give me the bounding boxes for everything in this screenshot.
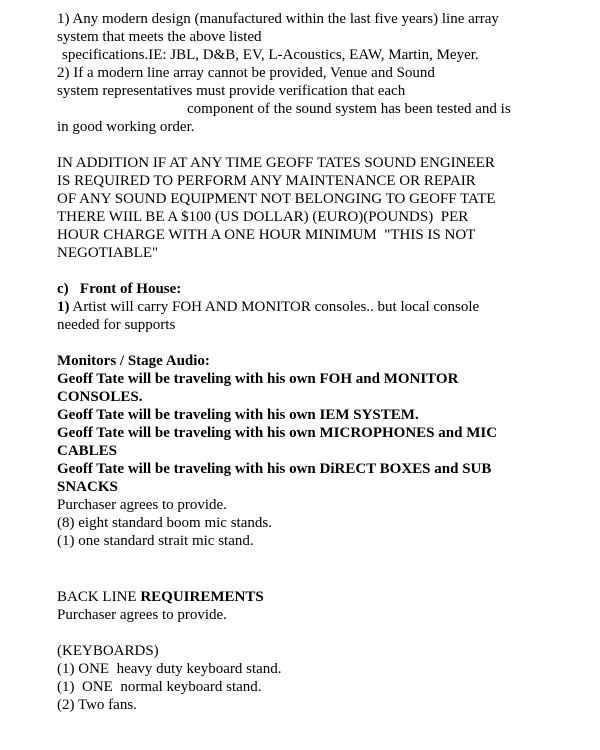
notice-line: HOUR CHARGE WITH A ONE HOUR MINIMUM "THIS IS NOT bbox=[57, 227, 476, 243]
keyboards-heading: (KEYBOARDS) bbox=[57, 643, 159, 659]
requirement-line: component of the sound system has been tested and is bbox=[187, 101, 511, 117]
notice-line: THERE WIIL BE A $100 (US DOLLAR) (EURO)(POUNDS) PER bbox=[57, 209, 469, 225]
monitors-item: (1) one standard strait mic stand. bbox=[57, 533, 254, 549]
backline-heading-bold: REQUIREMENTS bbox=[140, 589, 264, 605]
monitors-agrees: Purchaser agrees to provide. bbox=[57, 497, 227, 513]
monitors-bold-line: Geoff Tate will be traveling with his own DiRECT BOXES and SUB bbox=[57, 461, 492, 477]
keyboards-item: (1) ONE heavy duty keyboard stand. bbox=[57, 661, 282, 677]
foh-item-text: Artist will carry FOH AND MONITOR consoles.. but local console bbox=[69, 299, 480, 315]
monitors-bold-line: CONSOLES. bbox=[57, 389, 143, 405]
monitors-item: (8) eight standard boom mic stands. bbox=[57, 515, 272, 531]
foh-item bbox=[57, 298, 479, 316]
requirement-line: in good working order. bbox=[57, 119, 195, 135]
notice-line: OF ANY SOUND EQUIPMENT NOT BELONGING TO GEOFF TATE bbox=[57, 191, 496, 207]
requirement-line: specifications.IE: JBL, D&B, EV, L-Acoustics, EAW, Martin, Meyer. bbox=[62, 47, 479, 63]
monitors-bold-line: Geoff Tate will be traveling with his own FOH and MONITOR bbox=[57, 371, 459, 387]
backline-agrees: Purchaser agrees to provide. bbox=[57, 607, 227, 623]
foh-item-number: 1) bbox=[57, 299, 70, 315]
foh-heading: c) Front of House: bbox=[57, 281, 182, 297]
notice-line: IS REQUIRED TO PERFORM ANY MAINTENANCE OR REPAIR bbox=[57, 173, 476, 189]
foh-item-text-2: needed for supports bbox=[57, 317, 176, 333]
notice-line: IN ADDITION IF AT ANY TIME GEOFF TATES SOUND ENGINEER bbox=[57, 155, 495, 171]
requirement-line: 2) If a modern line array cannot be provided, Venue and Sound bbox=[57, 65, 435, 81]
requirement-line: system that meets the above listed bbox=[57, 29, 262, 45]
backline-heading-plain: BACK LINE bbox=[57, 589, 141, 605]
monitors-heading: Monitors / Stage Audio: bbox=[57, 353, 210, 369]
monitors-bold-line: SNACKS bbox=[57, 479, 118, 495]
requirement-line: 1) Any modern design (manufactured within the last five years) line array bbox=[57, 11, 499, 27]
backline-heading bbox=[57, 588, 264, 606]
monitors-bold-line: CABLES bbox=[57, 443, 118, 459]
monitors-bold-line: Geoff Tate will be traveling with his own MICROPHONES and MIC bbox=[57, 425, 498, 441]
keyboards-item: (1) ONE normal keyboard stand. bbox=[57, 679, 262, 695]
monitors-bold-line: Geoff Tate will be traveling with his own IEM SYSTEM. bbox=[57, 407, 419, 423]
keyboards-item: (2) Two fans. bbox=[57, 697, 137, 713]
notice-line: NEGOTIABLE" bbox=[57, 245, 159, 261]
requirement-line: system representatives must provide verification that each bbox=[57, 83, 406, 99]
